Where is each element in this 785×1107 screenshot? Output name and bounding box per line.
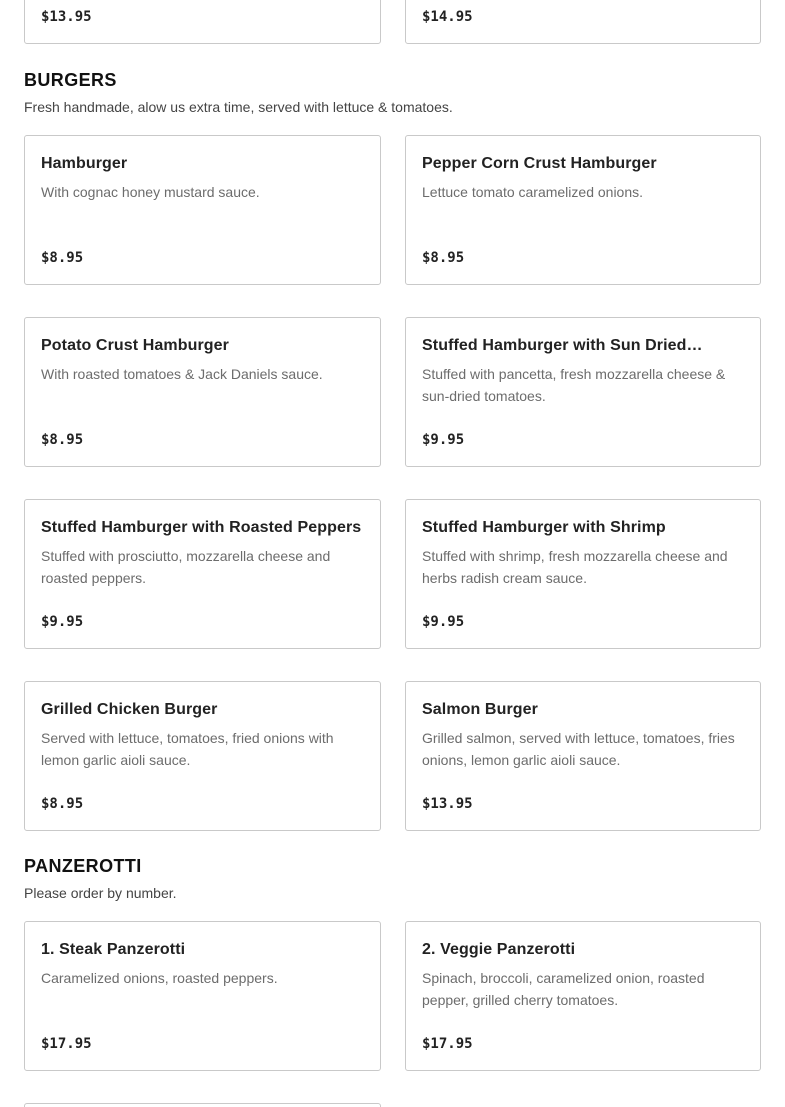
item-description: Spinach, broccoli, caramelized onion, roasted pepper, grilled cherry tomatoes. — [422, 970, 705, 1008]
menu-item-card[interactable] — [405, 0, 761, 44]
menu-item-card[interactable] — [24, 317, 381, 467]
menu-item-card[interactable] — [24, 135, 381, 285]
item-price: $17.95 — [422, 1036, 473, 1052]
item-description: With roasted tomatoes & Jack Daniels sauce. — [41, 366, 323, 382]
item-price: $17.95 — [41, 1036, 92, 1052]
item-description: Served with lettuce, tomatoes, fried onions with lemon garlic aioli sauce. — [41, 730, 334, 768]
item-description: With cognac honey mustard sauce. — [41, 184, 260, 200]
section-title-burgers: BURGERS — [24, 70, 117, 90]
item-description: Lettuce tomato caramelized onions. — [422, 184, 644, 200]
item-description: Stuffed with pancetta, fresh mozzarella cheese & sun-dried tomatoes. — [422, 366, 726, 404]
menu-item-card[interactable] — [405, 317, 761, 467]
item-name: 2. Veggie Panzerotti — [422, 941, 576, 958]
item-name: Stuffed Hamburger with Sun Dried… — [422, 337, 703, 354]
item-price: $14.95 — [422, 9, 473, 25]
item-price: $9.95 — [422, 614, 465, 630]
item-price: $13.95 — [41, 9, 92, 25]
item-price: $8.95 — [422, 250, 465, 266]
item-price: $13.95 — [422, 796, 473, 812]
item-name: Stuffed Hamburger with Shrimp — [422, 519, 666, 536]
menu-item-card[interactable] — [24, 1103, 381, 1107]
item-name: Stuffed Hamburger with Roasted Peppers — [41, 519, 362, 536]
menu-item-card[interactable] — [24, 921, 381, 1071]
item-description: Stuffed with shrimp, fresh mozzarella cheese and herbs radish cream sauce. — [422, 548, 728, 586]
item-price: $8.95 — [41, 796, 84, 812]
item-description: Grilled salmon, served with lettuce, tomatoes, fries onions, lemon garlic aioli sauce. — [422, 730, 735, 768]
section-description-panzerotti: Please order by number. — [24, 885, 177, 901]
section-title-panzerotti: PANZEROTTI — [24, 856, 142, 876]
item-description: Stuffed with prosciutto, mozzarella cheese and roasted peppers. — [41, 548, 331, 586]
item-name: Potato Crust Hamburger — [41, 337, 229, 354]
menu-item-card[interactable] — [24, 499, 381, 649]
menu-item-card[interactable] — [24, 681, 381, 831]
item-name: Salmon Burger — [422, 701, 538, 718]
item-price: $9.95 — [422, 432, 465, 448]
item-description: Caramelized onions, roasted peppers. — [41, 970, 278, 986]
item-name: Hamburger — [41, 155, 128, 172]
section-description-burgers: Fresh handmade, alow us extra time, served with lettuce & tomatoes. — [24, 99, 453, 115]
item-price: $9.95 — [41, 614, 84, 630]
menu-item-card[interactable] — [405, 681, 761, 831]
item-price: $8.95 — [41, 250, 84, 266]
menu-item-card[interactable] — [405, 499, 761, 649]
menu-item-card[interactable] — [24, 0, 381, 44]
item-name: Pepper Corn Crust Hamburger — [422, 155, 657, 172]
menu-item-card[interactable] — [405, 135, 761, 285]
item-name: Grilled Chicken Burger — [41, 701, 218, 718]
item-price: $8.95 — [41, 432, 84, 448]
menu-item-card[interactable] — [405, 921, 761, 1071]
item-name: 1. Steak Panzerotti — [41, 941, 186, 958]
